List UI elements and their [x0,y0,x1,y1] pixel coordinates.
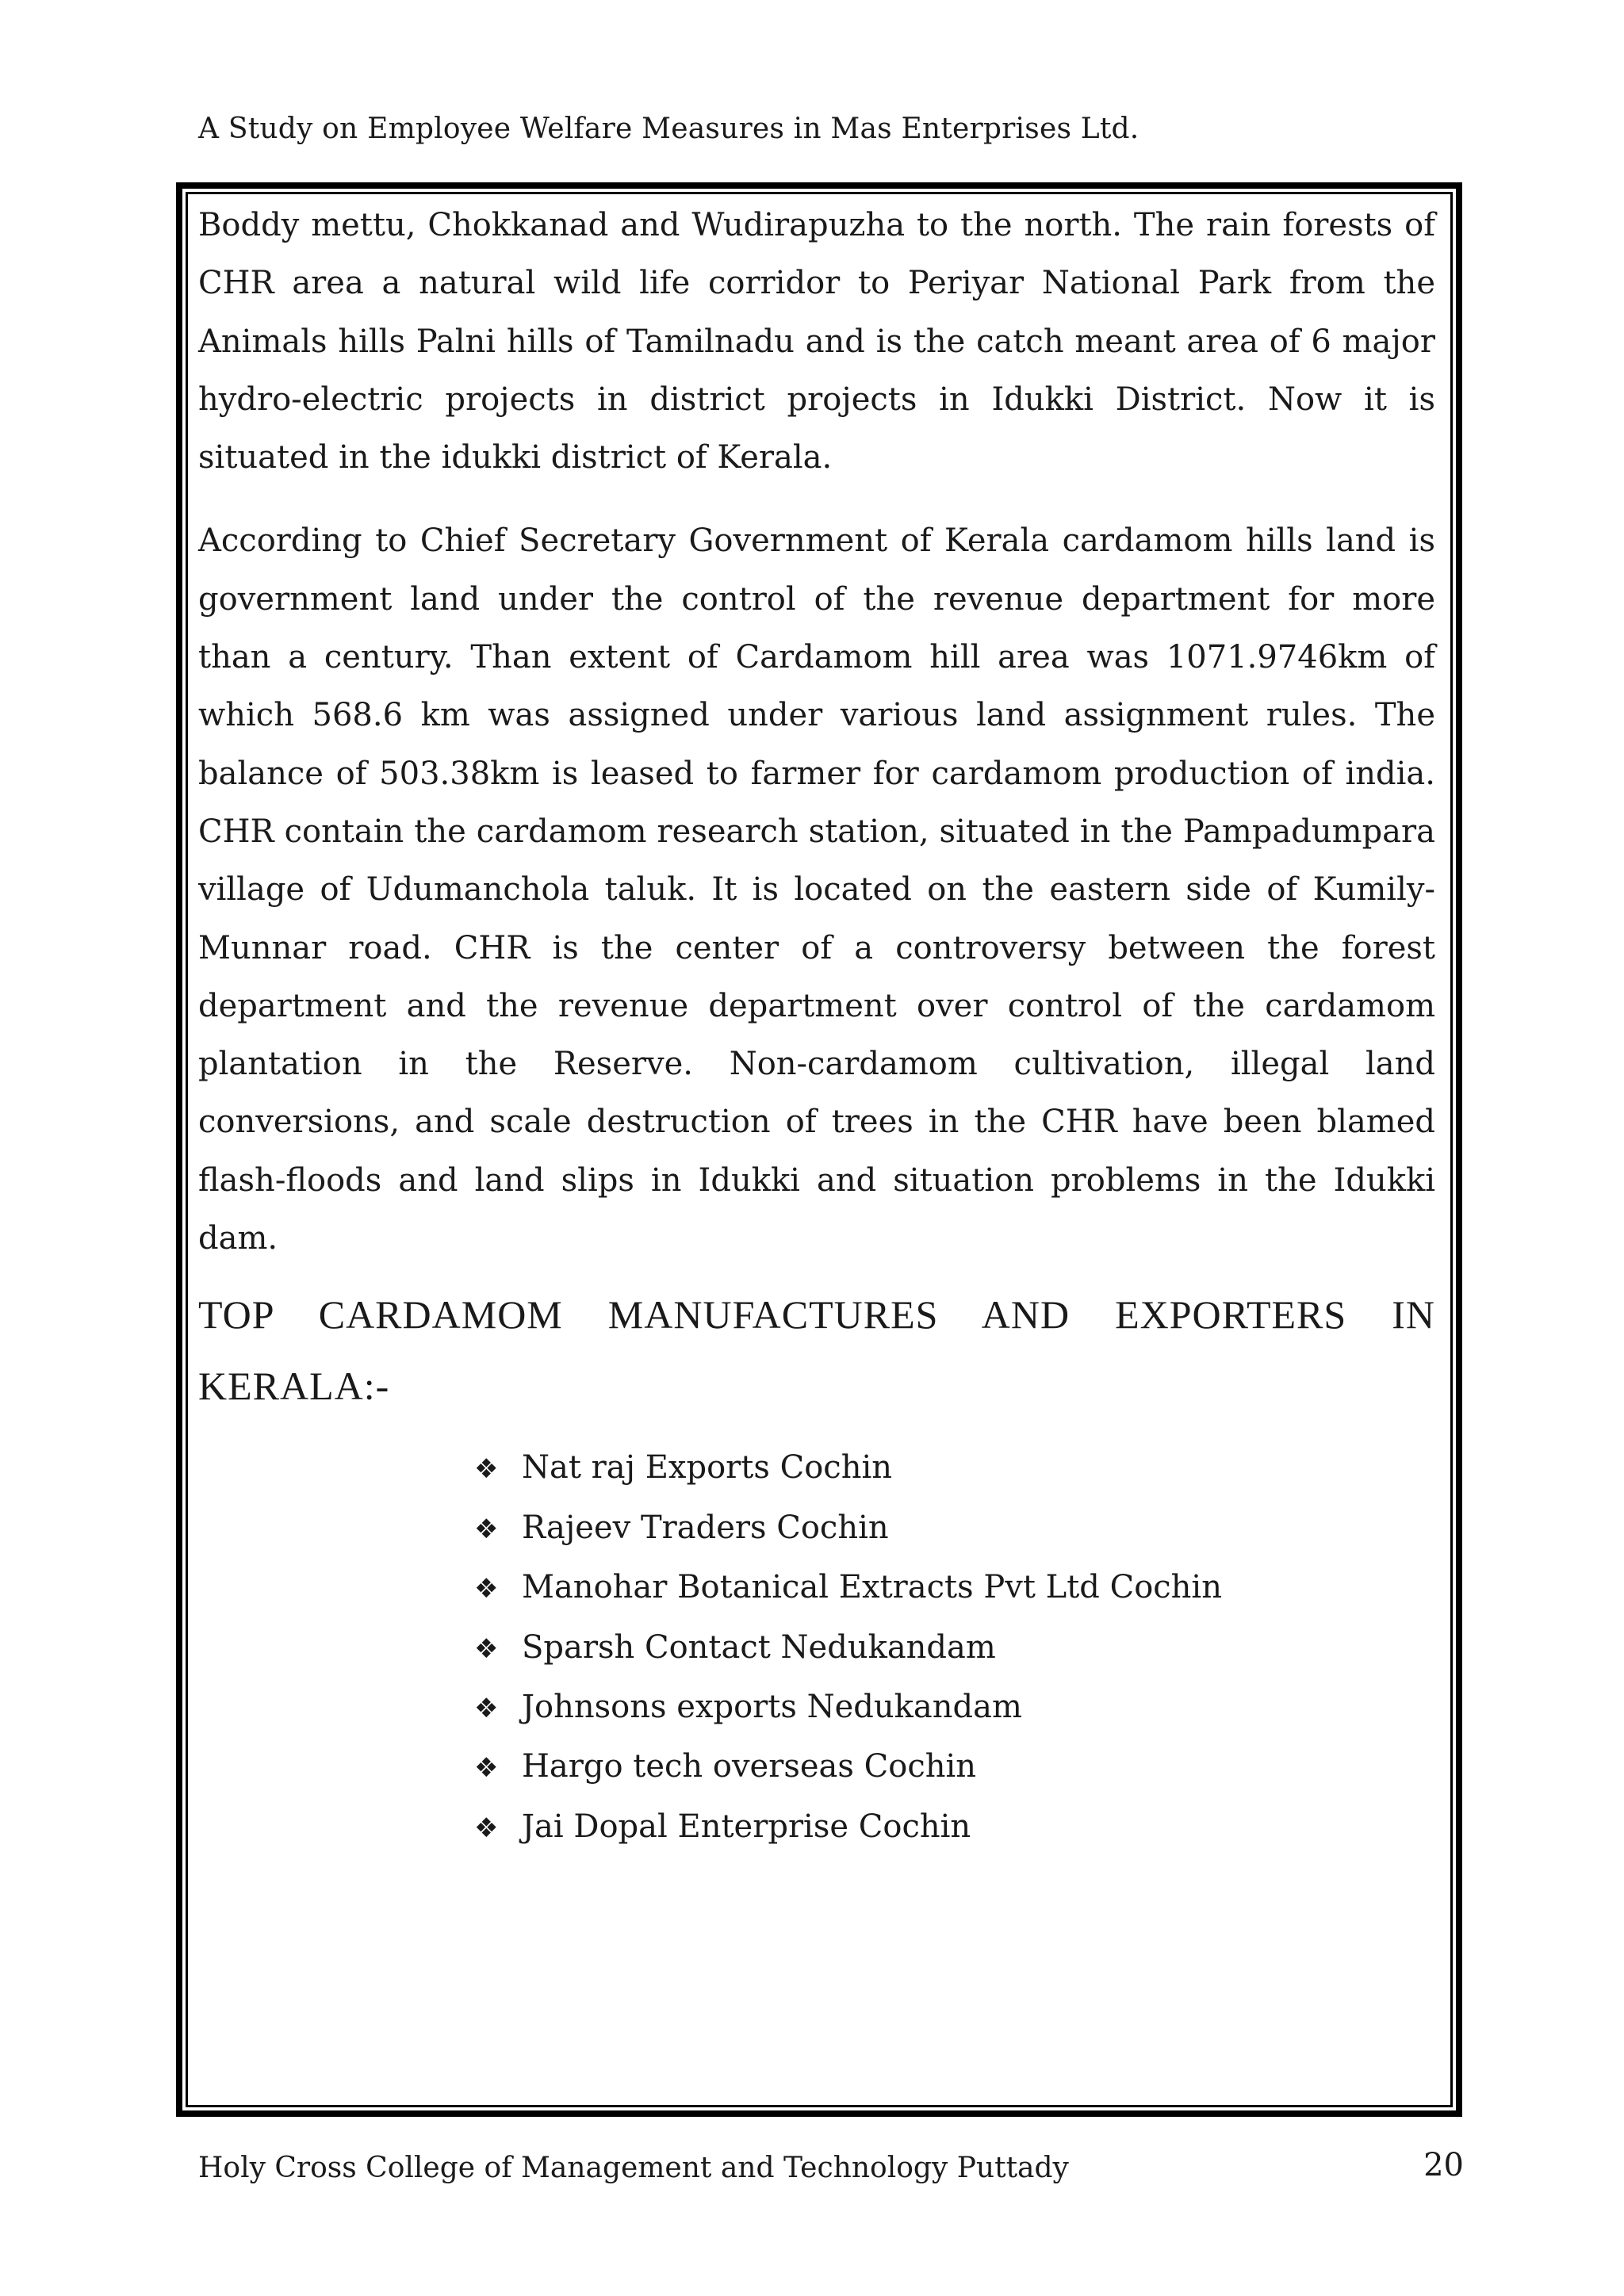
list-item-text: Sparsh Contact Nedukandam [522,1628,996,1666]
section-title: TOP CARDAMOM MANUFACTURES AND EXPORTERS IN KERALA:- [198,1292,1435,1409]
list-item-text: Johnsons exports Nedukandam [522,1688,1022,1725]
list-item [474,1798,1435,1858]
exporters-list [198,1439,1435,1858]
diamond-bullet-icon: ❖ [474,1692,499,1724]
paragraph-chr-location: Boddy mettu, Chokkanad and Wudirapuzha to the north. The rain forests of CHR area a natural wild life corridor to Periyar National Park from the Animals hills Palni hills of Tamilnadu and is the catch meant area of 6 major hydro-electric projects in district projects in Idukki District. Now it is situated in the idukki district of Kerala. [198,207,1435,476]
diamond-bullet-icon: ❖ [474,1812,499,1844]
paragraph-cardamom-hills-land: According to Chief Secretary Government of Kerala cardamom hills land is government land under the control of the revenue department for more than a century. Than extent of Cardamom hill area was 1071.9746km of which 568.6 km was assigned under various land assignment rules. The balance of 503.38km is leased to farmer for cardamom production of india. CHR contain the cardamom research station, situated in the Pampadumpara village of Udumanchola taluk. It is located on the eastern side of Kumily-Munnar road. CHR is the center of a controversy between the forest department and the revenue department over control of the cardamom plantation in the Reserve. Non-cardamom cultivation, illegal land conversions, and scale destruction of trees in the CHR have been blamed flash-floods and land slips in Idukki and situation problems in the Idukki dam. [198,522,1435,1257]
list-item-text: Hargo tech overseas Cochin [522,1748,977,1785]
list-item-text: Manohar Botanical Extracts Pvt Ltd Cochin [522,1569,1222,1606]
list-item-text: Jai Dopal Enterprise Cochin [522,1808,971,1845]
list-item [474,1738,1435,1797]
list-item-text: Rajeev Traders Cochin [522,1509,889,1546]
list-item-text: Nat raj Exports Cochin [522,1449,893,1487]
list-item [474,1678,1435,1738]
page-number: 20 [1423,2147,1464,2183]
diamond-bullet-icon: ❖ [474,1513,499,1545]
page-content [198,197,1435,1858]
diamond-bullet-icon: ❖ [474,1752,499,1785]
list-item [474,1559,1435,1618]
footer-institution: Holy Cross College of Management and Technology Puttady [198,2152,1069,2184]
diamond-bullet-icon: ❖ [474,1632,499,1665]
list-item [474,1619,1435,1678]
diamond-bullet-icon: ❖ [474,1573,499,1605]
diamond-bullet-icon: ❖ [474,1453,499,1486]
list-item [474,1499,1435,1559]
running-header: A Study on Employee Welfare Measures in Mas Enterprises Ltd. [198,113,1139,145]
list-item [474,1439,1435,1498]
